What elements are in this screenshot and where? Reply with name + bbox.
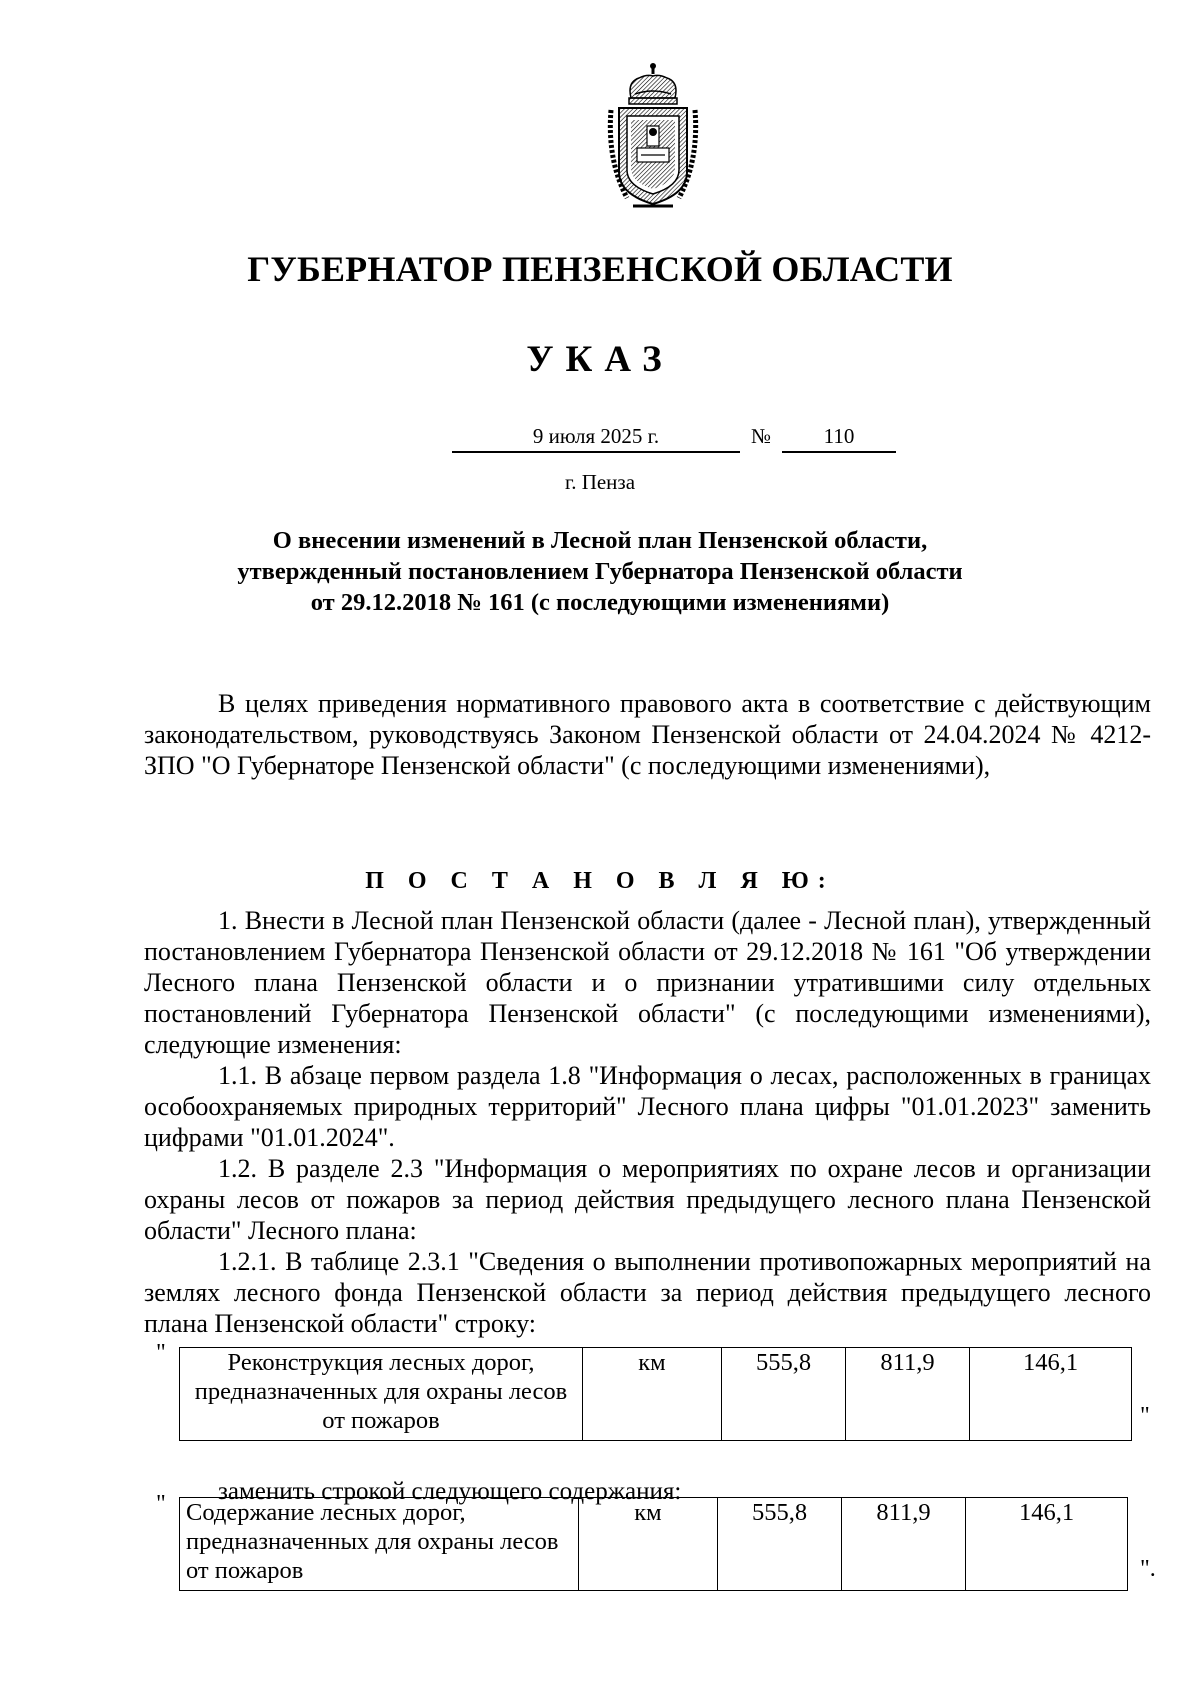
close-quote: ". xyxy=(1140,1556,1156,1582)
item-1-2: 1.2. В разделе 2.3 "Информация о мероприятиях по охране лесов и организации охраны лесов от пожаров за период действия предыдущего лесного плана Пензенской области" Лесного плана: xyxy=(144,1154,1151,1245)
document-subject xyxy=(140,525,1060,618)
coat-of-arms-emblem xyxy=(605,60,701,212)
open-quote: " xyxy=(156,1340,166,1366)
row-name-cell: Содержание лесных дорог, предназначенных для охраны лесов от пожаров xyxy=(180,1498,579,1591)
item-1: 1. Внести в Лесной план Пензенской области (далее - Лесной план), утвержденный постановлением Губернатора Пензенской области от 29.12.2018 № 161 "Об утверждении Лесного плана Пензенской области и о признании утратившими силу отдельных постановлений Губернатора Пензенской области" (с последующими изменениями), следующие изменения: xyxy=(144,906,1151,1059)
number-label: № xyxy=(750,424,772,448)
subject-line: утвержденный постановлением Губернатора Пензенской области xyxy=(237,558,963,585)
close-quote: " xyxy=(1140,1403,1150,1429)
row-value-cell: 146,1 xyxy=(966,1498,1128,1591)
row-unit-cell: км xyxy=(579,1498,718,1591)
old-table-row xyxy=(179,1347,1132,1441)
preamble: В целях приведения нормативного правового акта в соответствие с действующим законодательством, руководствуясь Законом Пензенской области от 24.04.2024 № 4212-ЗПО "О Губернаторе Пензенской области" (с последующими изменениями), xyxy=(144,689,1151,780)
date-number-line xyxy=(0,424,1200,460)
replace-text: заменить строкой следующего содержания: xyxy=(218,1478,682,1505)
preamble-block xyxy=(144,688,1151,781)
row-name-cell: Реконструкция лесных дорог, предназначенных для охраны лесов от пожаров xyxy=(180,1348,583,1441)
city: г. Пенза xyxy=(564,470,636,494)
row-unit-cell: км xyxy=(583,1348,722,1441)
item-1-1: 1.1. В абзаце первом раздела 1.8 "Информация о лесах, расположенных в границах особоохраняемых природных территорий" Лесного плана цифры "01.01.2023" заменить цифрами "01.01.2024". xyxy=(144,1061,1151,1152)
document-type: УКАЗ xyxy=(526,339,674,380)
row-value-cell: 555,8 xyxy=(718,1498,842,1591)
subject-line: О внесении изменений в Лесной план Пензенской области, xyxy=(272,527,928,554)
item-1-2-1: 1.2.1. В таблице 2.3.1 "Сведения о выполнении противопожарных мероприятий на землях лесного фонда Пензенской области за период действия предыдущего лесного плана Пензенской области" строку: xyxy=(144,1247,1151,1338)
issuer-title: ГУБЕРНАТОР ПЕНЗЕНСКОЙ ОБЛАСТИ xyxy=(247,249,953,289)
subject-line: от 29.12.2018 № 161 (с последующими изменениями) xyxy=(310,589,890,616)
document-date: 9 июля 2025 г. xyxy=(452,424,740,453)
row-value-cell: 811,9 xyxy=(846,1348,970,1441)
table-row xyxy=(180,1498,1128,1591)
open-quote: " xyxy=(156,1491,166,1517)
decree-items xyxy=(144,905,1151,1339)
row-value-cell: 811,9 xyxy=(842,1498,966,1591)
row-value-cell: 146,1 xyxy=(970,1348,1132,1441)
table-row xyxy=(180,1348,1132,1441)
crown-icon xyxy=(629,63,677,104)
document-number: 110 xyxy=(782,424,896,453)
decree-word: П О С Т А Н О В Л Я Ю: xyxy=(365,868,835,894)
row-value-cell: 555,8 xyxy=(722,1348,846,1441)
new-table-row xyxy=(179,1497,1128,1591)
